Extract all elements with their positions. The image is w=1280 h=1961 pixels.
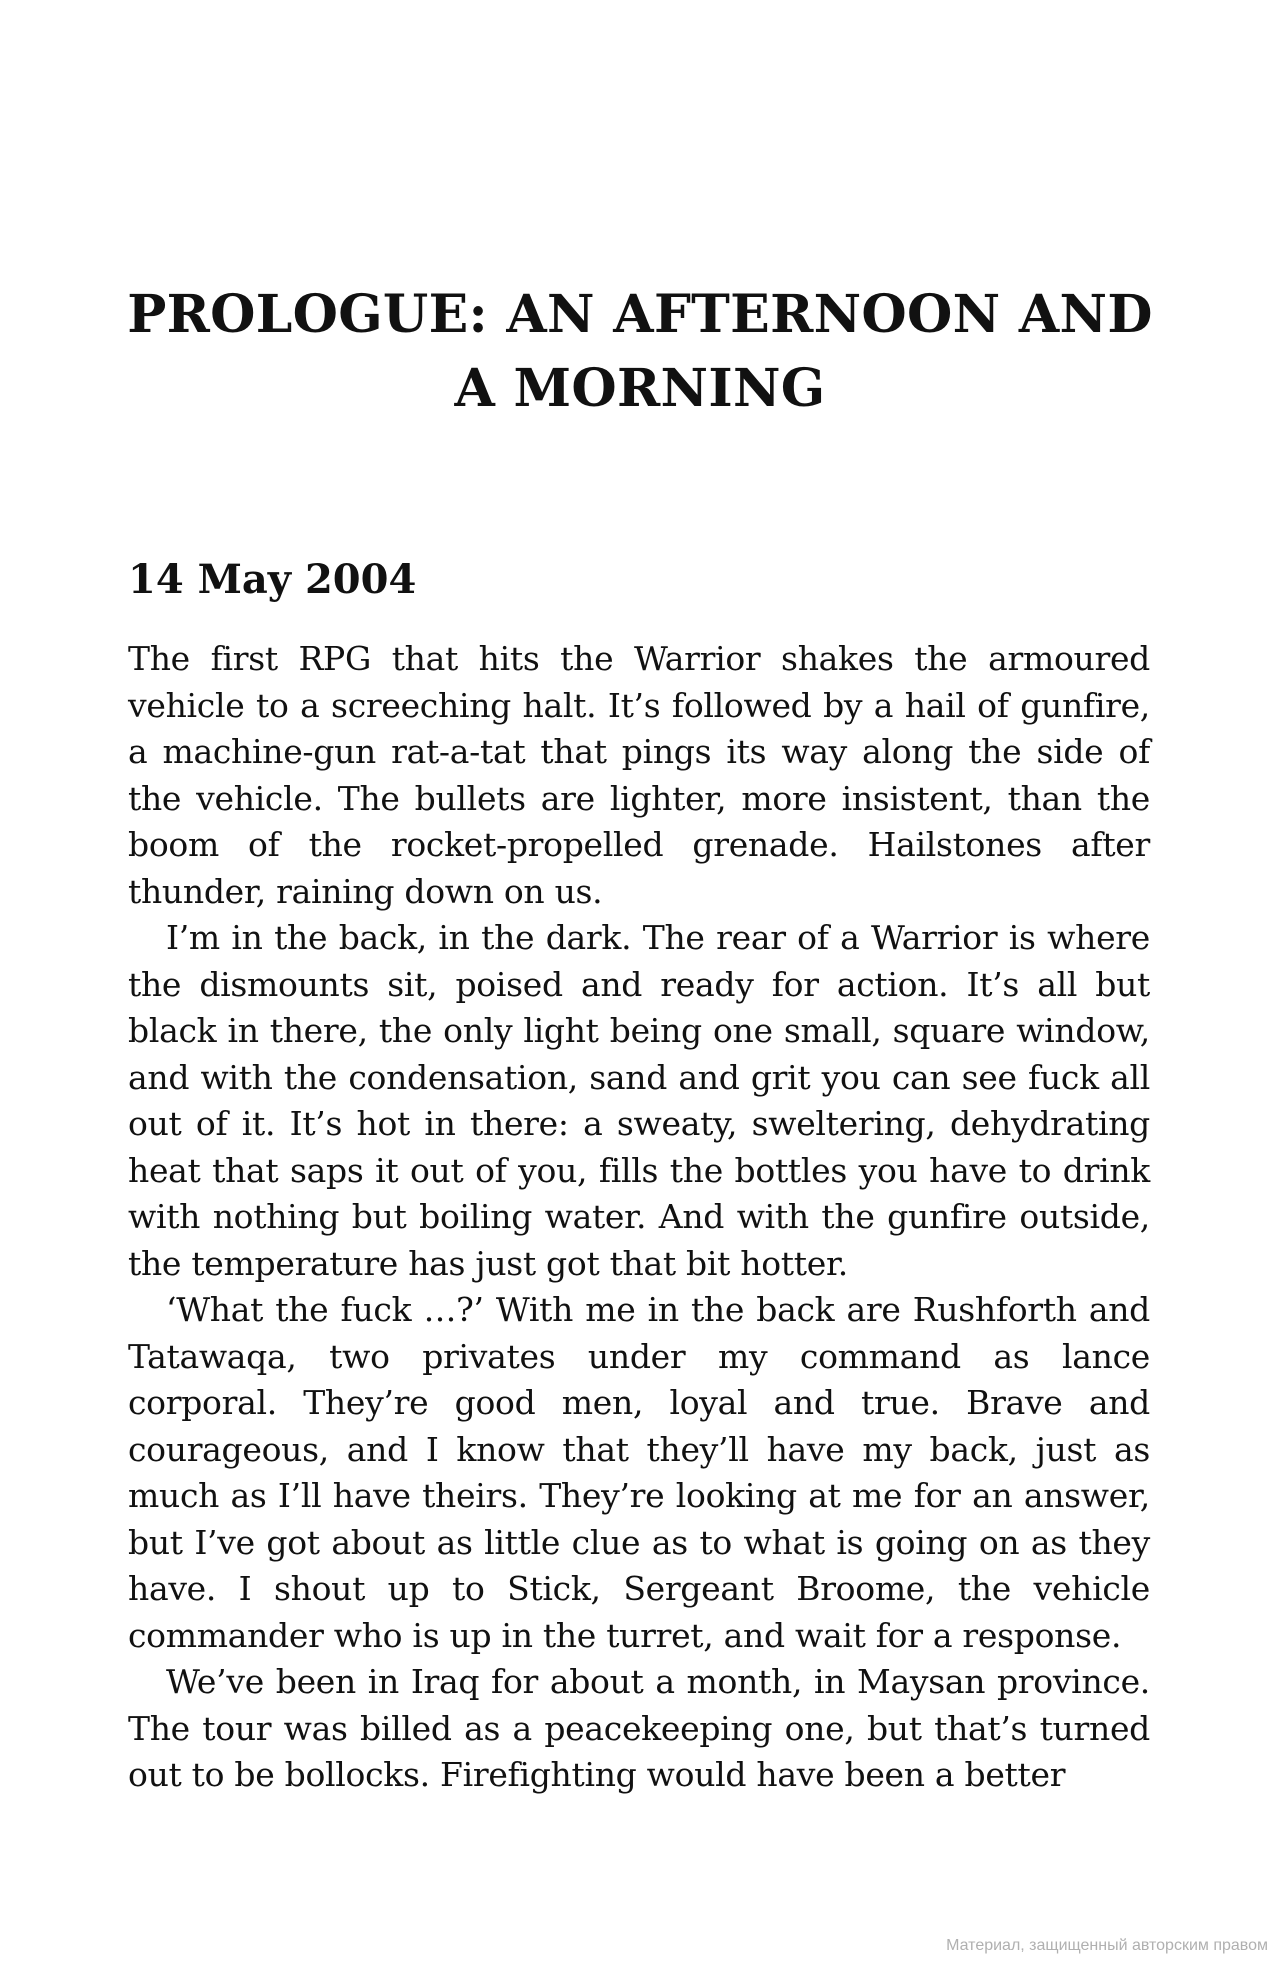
paragraph: ‘What the fuck …?’ With me in the back are Rushforth and Tatawaqa, two privates under my command as lance corporal. They’re good men, loyal and true. Brave and courageous, and I know that they’ll have my back, just as much as I’ll have theirs. They’re looking at me for an answer, but I’ve got about as little clue as to what is going on as they have. I shout up to Stick, Sergeant Broome, the vehicle commander who is up in the turret, and wait for a response. bbox=[128, 1290, 1150, 1655]
chapter-title: PROLOGUE: AN AFTERNOON AND A MORNING bbox=[127, 284, 1153, 419]
copyright-watermark: Материал, защищенный авторским правом bbox=[946, 1937, 1268, 1954]
paragraph: The first RPG that hits the Warrior shakes the armoured vehicle to a screeching halt. It’s followed by a hail of gunfire, a machine-gun rat-a-tat that pings its way along the side of the vehicle. The bullets are lighter, more insistent, than the boom of the rocket-propelled grenade. Hailstones after thunder, raining down on us. bbox=[128, 639, 1150, 911]
section-date-heading: 14 May 2004 bbox=[128, 556, 417, 603]
paragraph: We’ve been in Iraq for about a month, in Maysan province. The tour was billed as a peacekeeping one, but that’s turned out to be bollocks. Firefighting would have been a better bbox=[128, 1662, 1150, 1794]
body-text bbox=[128, 636, 1150, 1799]
paragraph: I’m in the back, in the dark. The rear of a Warrior is where the dismounts sit, poised and ready for action. It’s all but black in there, the only light being one small, square window, and with the condensation, sand and grit you can see fuck all out of it. It’s hot in there: a sweaty, sweltering, dehydrating heat that saps it out of you, fills the bottles you have to drink with nothing but boiling water. And with the gunfire outside, the temperature has just got that bit hotter. bbox=[128, 918, 1150, 1283]
